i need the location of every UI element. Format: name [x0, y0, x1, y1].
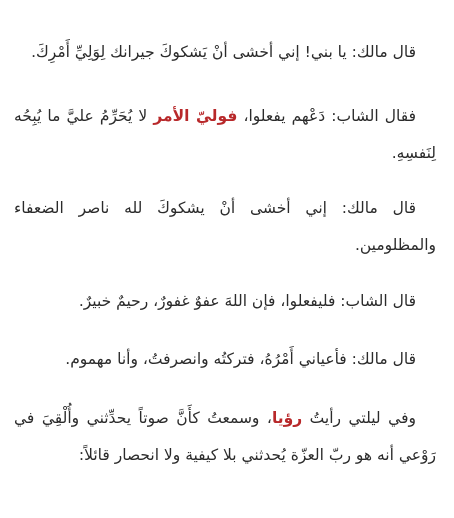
paragraph-4-text: قال الشاب: فليفعلوا، فإن اللهَ عفوٌ غفورٌ، رحيمٌ خبيرٌ. — [78, 292, 416, 310]
paragraph-2 — [14, 98, 436, 172]
paragraph-4 — [14, 283, 436, 320]
paragraph-1-text: قال مالك: يا بني! إني أخشى أنْ يَشكوكَ جيرانك لِوَلِيِّ أَمْرِكَ. — [31, 43, 416, 61]
paragraph-6-text-start: وفي ليلتي رأيتُ — [302, 409, 416, 427]
paragraph-6 — [14, 400, 436, 474]
paragraph-3 — [14, 190, 436, 264]
paragraph-2-text-end: لا يُحَرِّمُ عليَّ ما يُبِحُه لِنَفسِهِ. — [14, 107, 436, 162]
paragraph-2-highlight: فوليّ الأمر — [153, 107, 238, 125]
paragraph-5-text: قال مالك: فأعياني أَمْرُهُ، فتركتُه وانصرفتُ، وأنا مهموم. — [65, 350, 416, 368]
paragraph-1 — [14, 34, 436, 71]
paragraph-6-text-end: ، وسمعتُ كأَنَّ صوتاً يحدِّثني وأُلْقِيَ في رَوْعي أنه هو ربّ العزّة يُحدثني بلا كيفية ولا انحصار قائلاً: — [14, 409, 436, 464]
paragraph-5 — [14, 341, 436, 378]
paragraph-3-text: قال مالك: إني أخشى أنْ يشكوكَ لله ناصر الضعفاء والمظلومين. — [14, 199, 436, 254]
paragraph-6-highlight: رؤيا — [271, 409, 303, 427]
paragraph-2-text-start: فقال الشاب: دَعْهم يفعلوا، — [237, 107, 416, 125]
